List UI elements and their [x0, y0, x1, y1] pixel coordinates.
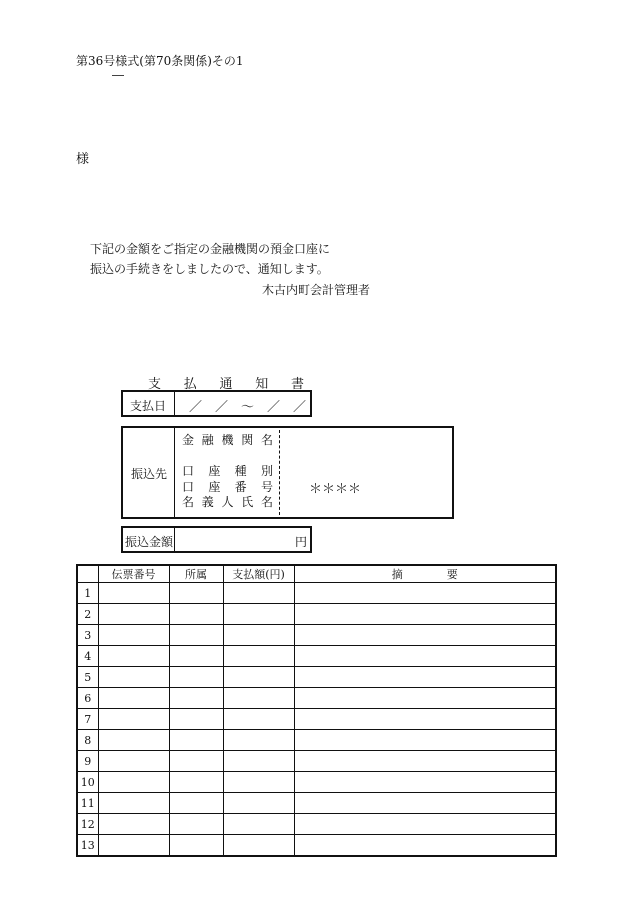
payment-amount-cell	[223, 814, 294, 835]
table-row	[77, 583, 556, 604]
payment-amount-cell	[223, 604, 294, 625]
masked-account-value: ＊＊＊＊	[309, 482, 362, 497]
department-cell	[169, 730, 223, 751]
department-cell	[169, 709, 223, 730]
title-char: 通	[219, 377, 233, 392]
row-number: 12	[77, 814, 98, 835]
row-number: 2	[77, 604, 98, 625]
department-header: 所属	[169, 565, 223, 583]
transfer-label: 振込先	[131, 467, 168, 481]
payment-date-box	[121, 390, 312, 417]
payment-amount-cell	[223, 667, 294, 688]
description-cell	[294, 604, 556, 625]
department-cell	[169, 604, 223, 625]
description-cell	[294, 835, 556, 857]
divider	[174, 392, 175, 415]
payment-date-label: 支払日	[130, 399, 167, 413]
slip-number-cell	[98, 667, 169, 688]
description-cell	[294, 688, 556, 709]
department-cell	[169, 688, 223, 709]
yen-unit: 円	[295, 535, 308, 549]
table-row	[77, 625, 556, 646]
department-cell	[169, 772, 223, 793]
table-row	[77, 709, 556, 730]
row-number: 1	[77, 583, 98, 604]
transfer-amount-box	[121, 526, 312, 553]
description-cell	[294, 583, 556, 604]
title-char: 書	[290, 377, 304, 392]
row-number: 4	[77, 646, 98, 667]
table-row	[77, 835, 556, 857]
title-char: 知	[255, 377, 269, 392]
payment-amount-cell	[223, 730, 294, 751]
row-number: 7	[77, 709, 98, 730]
description-cell	[294, 709, 556, 730]
form-dash: ―	[112, 68, 124, 82]
table-row	[77, 772, 556, 793]
message-line-1: 下記の金額をご指定の金融機関の預金口座に	[90, 242, 331, 256]
row-number: 6	[77, 688, 98, 709]
table-row	[77, 751, 556, 772]
slip-number-header: 伝票番号	[98, 565, 169, 583]
department-cell	[169, 646, 223, 667]
department-cell	[169, 667, 223, 688]
table-header-row	[77, 565, 556, 583]
bank-name-label: 金 融 機 関 名	[182, 433, 273, 447]
description-cell	[294, 772, 556, 793]
department-cell	[169, 583, 223, 604]
slip-number-cell	[98, 688, 169, 709]
slip-number-cell	[98, 814, 169, 835]
payment-amount-cell	[223, 709, 294, 730]
row-number: 8	[77, 730, 98, 751]
table-row	[77, 646, 556, 667]
row-number: 10	[77, 772, 98, 793]
slip-number-cell	[98, 835, 169, 857]
table-row	[77, 814, 556, 835]
slip-number-cell	[98, 730, 169, 751]
table-row	[77, 667, 556, 688]
table-row	[77, 604, 556, 625]
payment-amount-header: 支払額(円)	[223, 565, 294, 583]
payment-date-field[interactable]: ／ ／ ～ ／ ／	[189, 400, 307, 415]
department-cell	[169, 793, 223, 814]
department-cell	[169, 751, 223, 772]
payment-amount-cell	[223, 646, 294, 667]
row-number: 9	[77, 751, 98, 772]
description-cell	[294, 793, 556, 814]
account-holder-label: 名 義 人 氏 名	[182, 495, 273, 509]
slip-number-cell	[98, 709, 169, 730]
addressee-suffix: 様	[76, 152, 90, 167]
payment-amount-cell	[223, 793, 294, 814]
payment-amount-cell	[223, 688, 294, 709]
department-cell	[169, 625, 223, 646]
description-header: 摘 要	[294, 565, 556, 583]
account-number-label: 口 座 番 号	[182, 480, 273, 494]
payment-amount-cell	[223, 625, 294, 646]
form-id: 第36号様式(第70条関係)その1	[76, 54, 244, 68]
sender-name: 木古内町会計管理者	[262, 283, 371, 297]
department-cell	[169, 814, 223, 835]
payment-detail-table	[76, 564, 557, 857]
slip-number-cell	[98, 604, 169, 625]
row-number: 5	[77, 667, 98, 688]
table-row	[77, 730, 556, 751]
transfer-amount-label: 振込金額	[125, 535, 174, 549]
description-cell	[294, 646, 556, 667]
slip-number-cell	[98, 625, 169, 646]
department-cell	[169, 835, 223, 857]
payment-amount-cell	[223, 751, 294, 772]
divider	[174, 428, 175, 517]
transfer-amount-field[interactable]	[175, 528, 295, 551]
slip-number-cell	[98, 793, 169, 814]
description-cell	[294, 730, 556, 751]
description-cell	[294, 814, 556, 835]
description-cell	[294, 667, 556, 688]
slip-number-cell	[98, 583, 169, 604]
payment-amount-cell	[223, 835, 294, 857]
slip-number-cell	[98, 751, 169, 772]
dotted-divider	[279, 430, 280, 515]
title-char: 払	[183, 377, 197, 392]
slip-number-cell	[98, 772, 169, 793]
slip-number-cell	[98, 646, 169, 667]
payment-amount-cell	[223, 583, 294, 604]
row-number: 3	[77, 625, 98, 646]
row-number-header	[77, 565, 98, 583]
account-type-label: 口 座 種 別	[182, 464, 273, 478]
payment-amount-cell	[223, 772, 294, 793]
transfer-destination-box	[121, 426, 454, 519]
row-number: 13	[77, 835, 98, 857]
table-row	[77, 793, 556, 814]
description-cell	[294, 625, 556, 646]
message-line-2: 振込の手続きをしましたので、通知します。	[90, 262, 329, 276]
title-char: 支	[148, 377, 162, 392]
row-number: 11	[77, 793, 98, 814]
table-row	[77, 688, 556, 709]
description-cell	[294, 751, 556, 772]
